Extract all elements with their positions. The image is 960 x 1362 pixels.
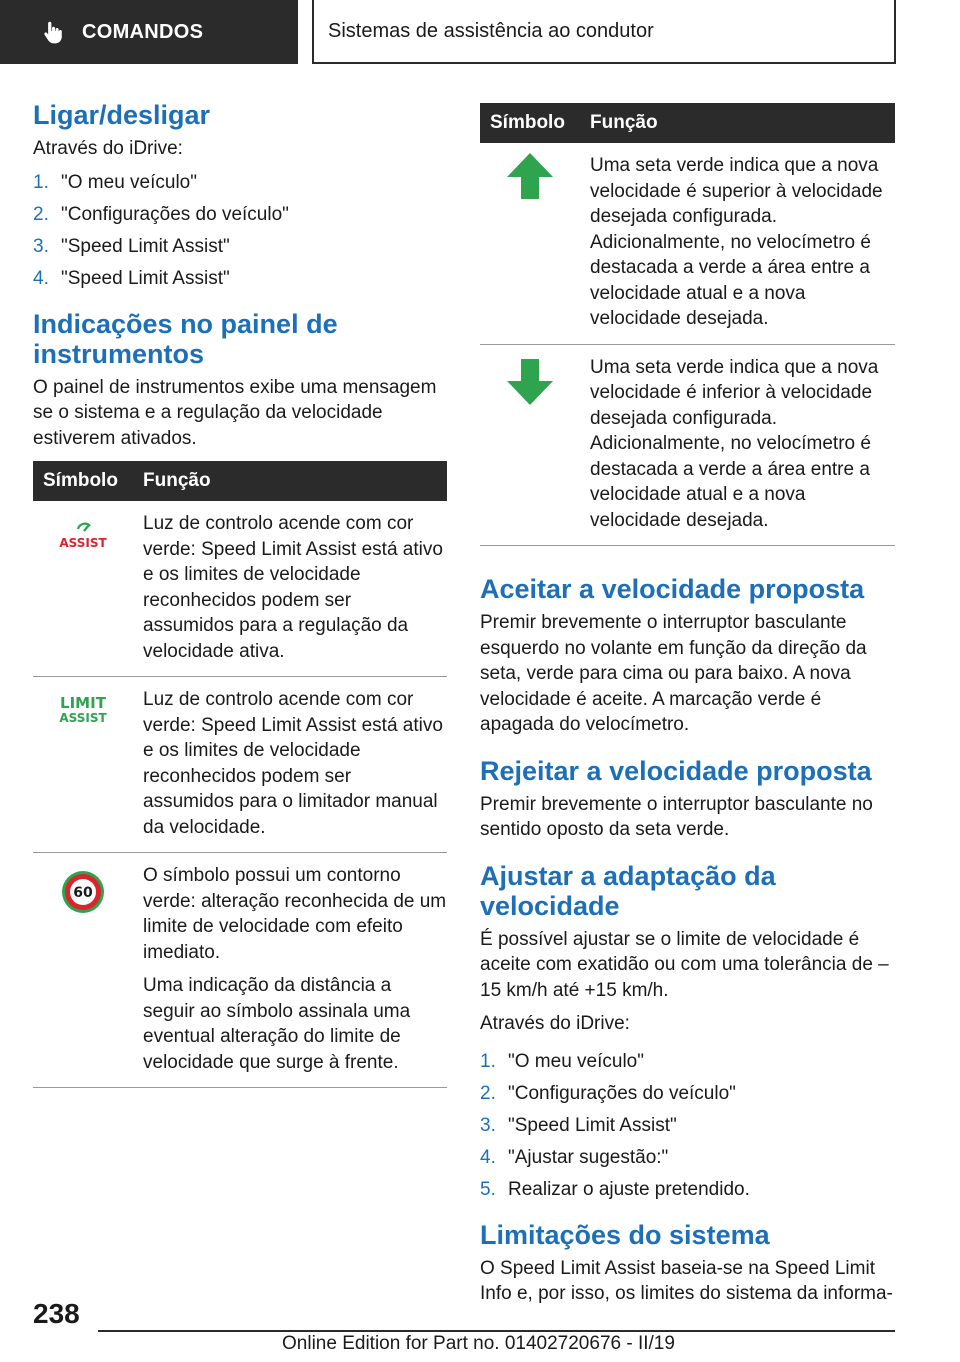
heading-limitacoes: Limitações do sistema — [480, 1219, 770, 1250]
assist-icon — [57, 517, 109, 551]
para-indicacoes: O painel de instrumentos exibe uma mensagem se o sistema e a regulação da velocidade estiverem ativados. — [33, 376, 437, 449]
para-limitacoes: O Speed Limit Assist baseia-se na Speed Limit Info e, por isso, os limites do sistema da informa- — [480, 1257, 893, 1304]
table-row — [33, 853, 447, 1088]
para-ajustar: É possível ajustar se o limite de velocidade é aceite com exatidão ou com uma tolerância de – 15 km/h até +15 km/h. — [480, 928, 889, 1001]
table-row — [480, 143, 895, 344]
row-description: Uma seta verde indica que a nova velocidade é inferior à velocidade desejada configurada. Adicionalmente, no velocímetro é destacada a verde a área entre a velocidade atual e a nova velocidade desejada. — [590, 356, 879, 531]
intro-idrive-2: Através do iDrive: — [480, 1013, 630, 1034]
para-rejeitar: Premir brevemente o interruptor basculante no sentido oposto da seta verde. — [480, 793, 873, 840]
svg-text:ASSIST: ASSIST — [59, 536, 107, 550]
table-row — [33, 677, 447, 853]
svg-text:ASSIST: ASSIST — [59, 711, 107, 725]
chapter-title: Sistemas de assistência ao condutor — [328, 19, 654, 42]
list-item: 3. "Speed Limit Assist" — [33, 235, 230, 257]
list-item: 1. "O meu veículo" — [480, 1050, 644, 1072]
table-row — [480, 344, 895, 546]
col-header-function: Função — [133, 461, 447, 501]
right-column — [480, 100, 895, 1315]
heading-indicacoes: Indicações no painel de instrumentos — [33, 308, 338, 369]
table-header-row — [33, 461, 447, 501]
list-item: 2. "Configurações do veículo" — [33, 203, 289, 225]
heading-ligar-desligar: Ligar/desligar — [33, 100, 211, 130]
symbols-table-left — [33, 461, 447, 1088]
arrow-up-icon — [505, 151, 555, 201]
symbols-table-right — [480, 103, 895, 546]
speed-limit-60-icon — [60, 869, 106, 915]
footer-edition: Online Edition for Part no. 01402720676 - II/19 — [282, 1333, 675, 1354]
section-tab[interactable] — [0, 0, 298, 64]
list-item: 3. "Speed Limit Assist" — [480, 1114, 677, 1136]
steps-list-2 — [480, 1049, 895, 1202]
chapter-tab[interactable] — [312, 0, 896, 64]
row-description: O símbolo possui um contorno verde: alteração reconhecida de um limite de velocidade com efeito imediato. — [143, 865, 447, 963]
row-description: Luz de controlo acende com cor verde: Speed Limit Assist está ativo e os limites de velocidade reconhecidos podem ser assumidos para o limitador manual da velocidade. — [143, 689, 443, 838]
table-row — [33, 501, 447, 677]
row-description: Uma indicação da distância a seguir ao símbolo assinala uma eventual alteração do limite de velocidade que surge à frente. — [143, 975, 411, 1073]
hand-pointer-icon — [40, 19, 66, 45]
footer-divider — [98, 1330, 895, 1332]
list-item: 4. "Speed Limit Assist" — [33, 267, 230, 289]
col-header-symbol: Símbolo — [33, 461, 133, 501]
col-header-function: Função — [580, 103, 895, 143]
steps-list-1 — [33, 170, 447, 291]
heading-rejeitar: Rejeitar a velocidade proposta — [480, 755, 872, 786]
row-description: Luz de controlo acende com cor verde: Speed Limit Assist está ativo e os limites de velocidade reconhecidos podem ser assumidos para a regulação da velocidade ativa. — [143, 513, 443, 662]
left-column — [33, 100, 447, 1088]
para-aceitar: Premir brevemente o interruptor basculante esquerdo no volante em função da direção da seta, verde para cima ou para baixo. A nova velocidade é aceite. A marcação verde é apagada do velocímetro. — [480, 612, 867, 735]
svg-text:LIMIT: LIMIT — [60, 694, 106, 712]
row-description: Uma seta verde indica que a nova velocidade é superior à velocidade desejada configurada. Adicionalmente, no velocímetro é destacada a verde a área entre a velocidade atual e a nova velocidade desejada. — [590, 155, 883, 329]
list-item: 2. "Configurações do veículo" — [480, 1082, 736, 1104]
page-number: 238 — [33, 1298, 80, 1329]
col-header-symbol: Símbolo — [480, 103, 580, 143]
arrow-down-icon — [505, 357, 555, 407]
section-title: COMANDOS — [82, 20, 204, 43]
page-header — [0, 0, 960, 66]
table-header-row — [480, 103, 895, 143]
list-item: 5. Realizar o ajuste pretendido. — [480, 1178, 750, 1200]
limit-assist-icon — [57, 693, 109, 727]
heading-ajustar: Ajustar a adaptação da velocidade — [480, 860, 776, 921]
intro-idrive: Através do iDrive: — [33, 138, 183, 159]
list-item: 4. "Ajustar sugestão:" — [480, 1146, 669, 1168]
svg-text:60: 60 — [73, 885, 93, 901]
list-item: 1. "O meu veículo" — [33, 171, 197, 193]
heading-aceitar: Aceitar a velocidade proposta — [480, 574, 865, 604]
